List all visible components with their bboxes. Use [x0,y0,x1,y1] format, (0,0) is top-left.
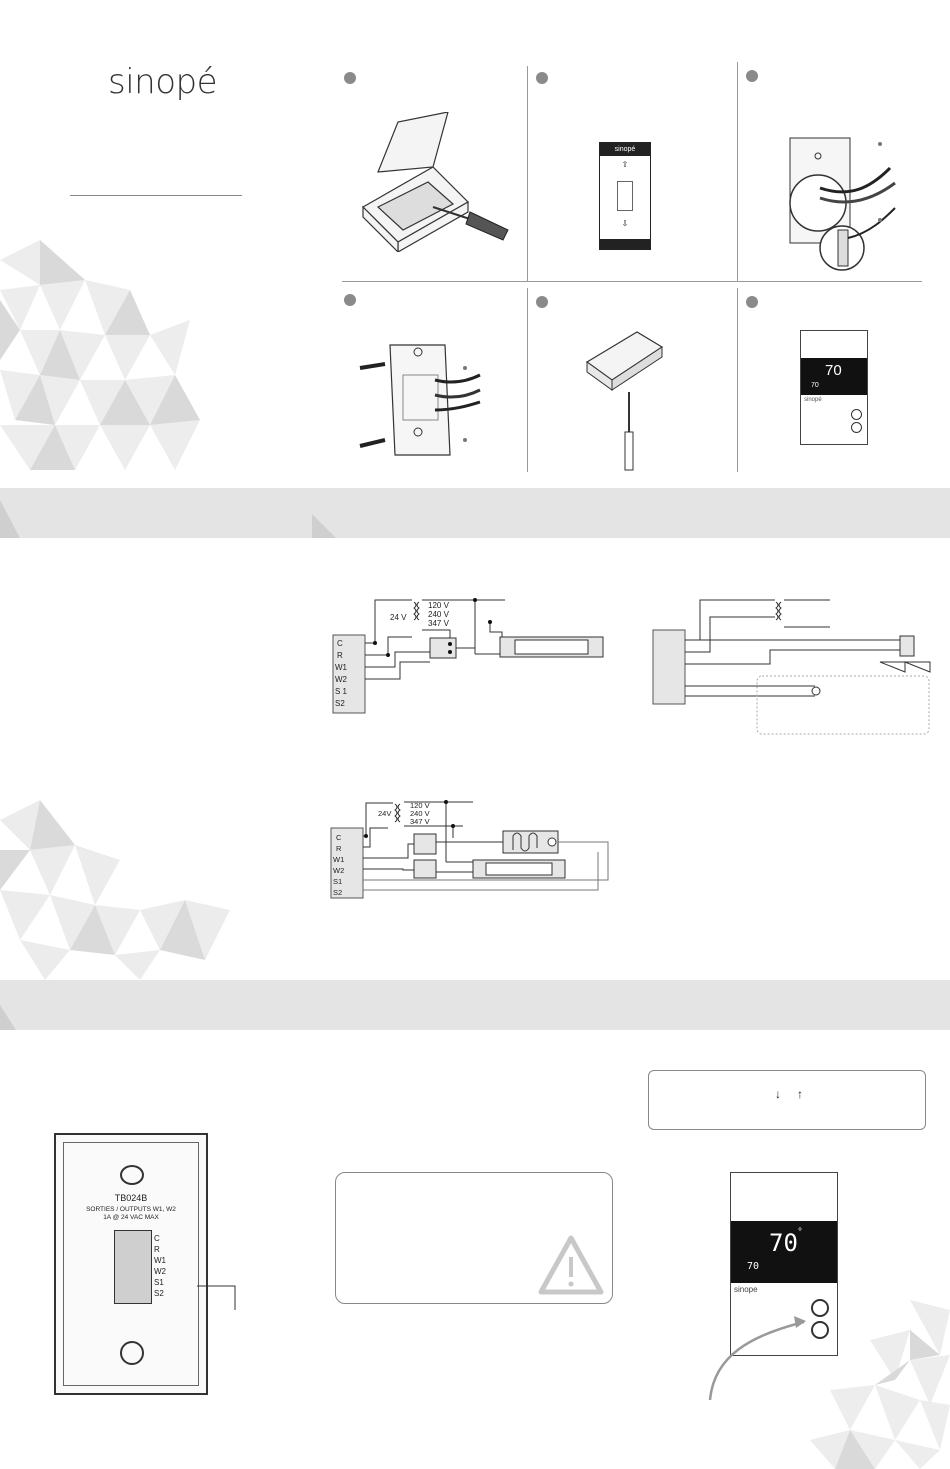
wiring-2-dashed-box [757,676,929,734]
warning-triangle-icon [538,1235,604,1295]
base-plate-outputs: SORTIES / OUTPUTS W1, W2 [86,1206,176,1213]
press-button-arrow [702,1310,822,1405]
terminal-label-c: C [154,1234,160,1243]
step-2-card-arrow-up: ⇧ [621,160,629,169]
base-plate-rating: 1A @ 24 VAC MAX [103,1214,159,1221]
base-plate-hole-bottom [120,1341,144,1365]
triangle-pattern-top-left [0,240,230,490]
arrow-down-icon: ↓ [775,1087,781,1101]
step-6-display [801,358,867,395]
step-5-illustration [582,322,672,472]
warning-box [335,1172,613,1304]
step-3-marker [746,70,758,82]
thermostat-brand: sinope [734,1285,758,1294]
step-6-brand: sinopé [804,397,822,403]
step-6-small-value: 70 [811,382,819,389]
step-6-display-value: 70 [825,362,842,379]
step-grid-divider [737,62,738,281]
wiring-1-terminal: W2 [335,675,347,684]
step-2-card [599,142,651,250]
step-6-thermostat [800,330,868,445]
step-grid-divider [527,288,528,472]
wiring-1-voltage: 120 V [428,601,449,610]
section-band-setup [0,980,950,1030]
step-6-button-down [851,422,862,433]
step-6-button-up [851,409,862,420]
thermostat-display-value: 70 [769,1229,798,1257]
step-2-card-footer [600,239,650,249]
step-grid-divider [527,66,528,281]
sensor-callout-line [195,1272,245,1312]
wiring-3-terminal: C [336,833,342,842]
wiring-1-voltage: 240 V [428,610,449,619]
wiring-1-terminal: C [337,639,343,648]
base-plate-hole-top [120,1165,144,1185]
band-corner-triangle [0,500,20,538]
brand-logo: sinopé [108,62,218,102]
terminal-label-w2: W2 [154,1267,166,1276]
thermostat-degree: ° [798,1227,802,1238]
step-3-illustration [780,128,920,273]
wiring-3-terminal: S1 [333,877,343,886]
wiring-diagram-2 [650,592,935,737]
wiring-3-terminal: R [336,844,342,853]
title-divider [70,195,242,196]
step-6-marker [746,296,758,308]
wiring-1-terminal: W1 [335,663,347,672]
step-5-marker [536,296,548,308]
wiring-3-voltage: 347 V [410,817,430,826]
wiring-3-terminal: W1 [333,855,345,864]
band-corner-triangle [0,1005,16,1030]
terminal-label-w1: W1 [154,1256,166,1265]
step-2-card-slot [617,181,633,211]
wiring-1-voltage: 347 V [428,619,449,628]
band-corner-triangle [312,514,336,538]
step-1-marker [344,72,356,84]
thermostat-small-value: 70 [747,1261,760,1272]
thermostat-display [731,1221,837,1283]
terminal-block [114,1230,152,1304]
wiring-3-terminal: W2 [333,866,345,875]
wiring-3-secondary: 24V [378,809,392,818]
step-grid-divider [342,281,922,282]
terminal-label-r: R [154,1245,160,1254]
arrow-up-icon: ↑ [797,1087,803,1101]
step-4-illustration [355,340,495,460]
wiring-3-terminal: S2 [333,888,343,897]
wiring-1-terminal: S2 [335,699,345,708]
triangle-pattern-mid-left [0,800,240,980]
button-instruction-box [648,1070,926,1130]
base-plate [54,1133,208,1395]
step-grid-divider [737,288,738,472]
step-2-card-header: sinopé [600,143,650,156]
wiring-1-secondary: 24 V [390,613,407,622]
terminal-labels [154,1233,166,1299]
wiring-1-terminal: S 1 [335,687,348,696]
section-band-wiring [0,488,950,538]
step-1-illustration [358,112,513,252]
wiring-diagram-1 [330,592,620,717]
terminal-label-s1: S1 [154,1278,164,1287]
step-2-marker [536,72,548,84]
step-2-card-arrow-down: ⇩ [621,219,629,228]
terminal-label-s2: S2 [154,1289,164,1298]
wiring-3-voltage: 240 V [410,809,430,818]
wiring-diagram-3 [328,798,618,903]
wiring-3-voltage: 120 V [410,801,430,810]
base-plate-model: TB024B [114,1193,148,1203]
step-4-marker [344,294,356,306]
wiring-1-terminal: R [337,651,343,660]
